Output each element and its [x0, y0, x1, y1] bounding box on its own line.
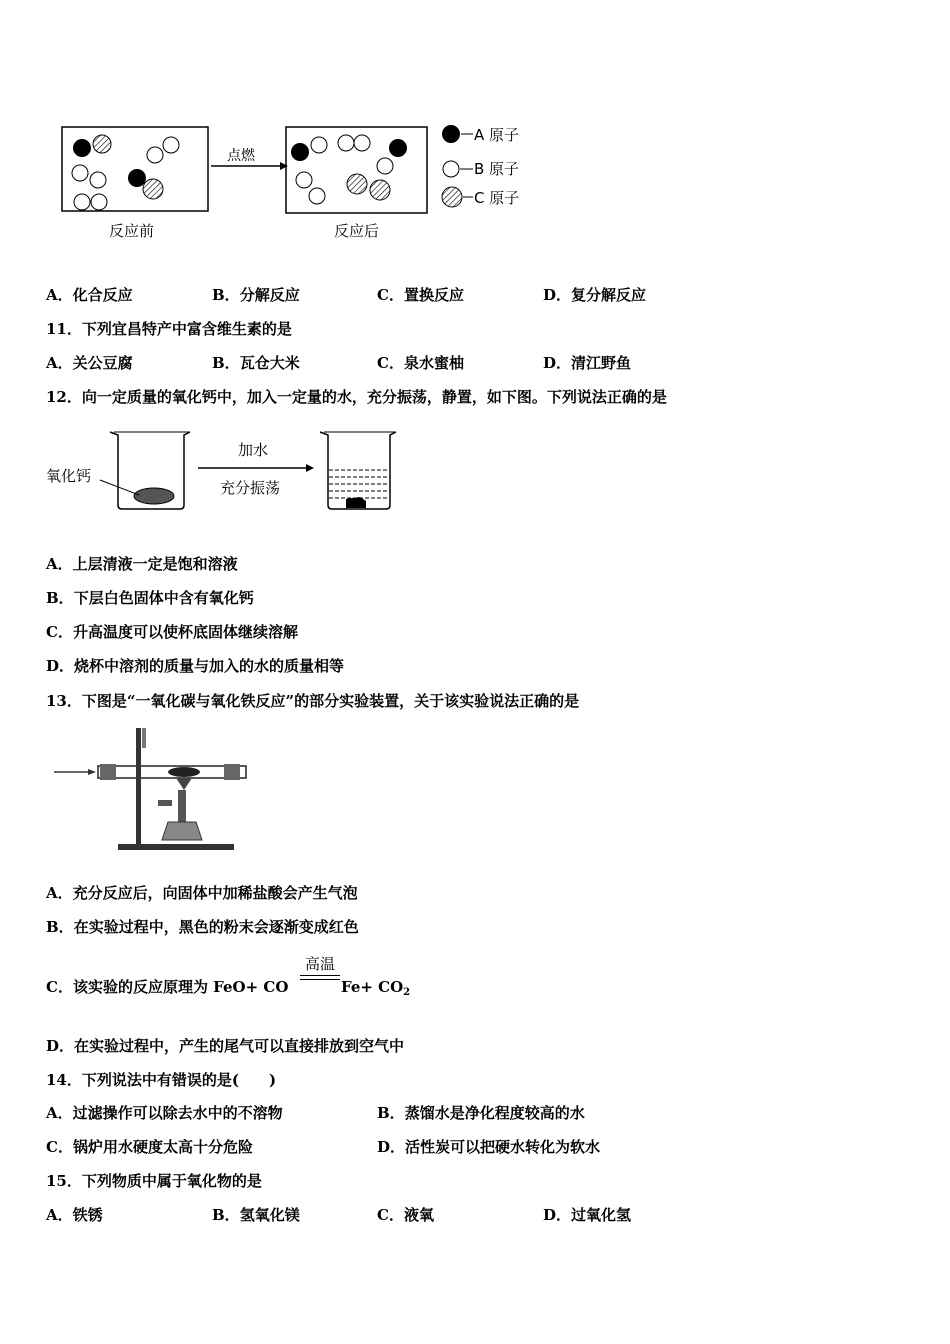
- q14-stem: 14．下列说法中有错误的是( ): [46, 1071, 277, 1089]
- q15-option-c[interactable]: C．液氧: [377, 1206, 434, 1224]
- q11-option-c[interactable]: C．泉水蜜柚: [377, 354, 464, 372]
- q12-option-b[interactable]: B．下层白色固体中含有氧化钙: [46, 589, 254, 607]
- q10-option-a[interactable]: A．化合反应: [46, 286, 133, 304]
- substance-label: 氧化钙: [46, 467, 92, 485]
- q14-option-c[interactable]: C．锅炉用水硬度太高十分危险: [46, 1138, 253, 1156]
- q14-option-d[interactable]: D．活性炭可以把硬水转化为软水: [377, 1138, 601, 1156]
- reaction-particle-diagram: [55, 118, 555, 248]
- q15-stem: 15．下列物质中属于氧化物的是: [46, 1172, 262, 1190]
- q13-option-b[interactable]: B．在实验过程中，黑色的粉末会逐渐变成红色: [46, 918, 359, 936]
- equation-product: $Fe+ CO_2$: [341, 978, 411, 998]
- reaction-condition: 高温: [304, 955, 335, 973]
- q10-option-d[interactable]: D．复分解反应: [543, 286, 647, 304]
- q13-option-d[interactable]: D．在实验过程中，产生的尾气可以直接排放到空气中: [46, 1037, 405, 1055]
- q10-option-c[interactable]: C．置换反应: [377, 286, 464, 304]
- q15-option-d[interactable]: D．过氧化氢: [543, 1206, 632, 1224]
- q13-stem: 13．下图是“一氧化碳与氧化铁反应”的部分实验装置，关于该实验说法正确的是: [46, 692, 580, 710]
- q14-option-a[interactable]: A．过滤操作可以除去水中的不溶物: [46, 1104, 283, 1122]
- q12-option-d[interactable]: D．烧杯中溶剂的质量与加入的水的质量相等: [46, 657, 345, 675]
- q11-option-a[interactable]: A．关公豆腐: [46, 354, 133, 372]
- before-label: 反应前: [109, 222, 155, 240]
- q14-option-b[interactable]: B．蒸馏水是净化程度较高的水: [377, 1104, 585, 1122]
- q11-option-d[interactable]: D．清江野鱼: [543, 354, 632, 372]
- legend-b: B 原子: [474, 160, 520, 178]
- arrow-label: 点燃: [227, 148, 255, 164]
- legend-a: A 原子: [474, 126, 520, 144]
- q12-stem: 12．向一定质量的氧化钙中，加入一定量的水，充分振荡，静置，如下图。下列说法正确的是: [46, 388, 667, 406]
- q13-option-a[interactable]: A．充分反应后，向固体中加稀盐酸会产生气泡: [46, 884, 358, 902]
- q12-option-c[interactable]: C．升高温度可以使杯底固体继续溶解: [46, 623, 298, 641]
- q12-option-a[interactable]: A．上层清液一定是饱和溶液: [46, 555, 238, 573]
- q13-option-c[interactable]: C．该实验的反应原理为 FeO+ CO: [46, 978, 289, 996]
- q15-option-a[interactable]: A．铁锈: [46, 1206, 103, 1224]
- co-fe2o3-apparatus: [52, 724, 252, 854]
- arrow-top-label: 加水: [238, 441, 269, 459]
- legend-c: C 原子: [474, 189, 520, 207]
- q15-option-b[interactable]: B．氢氧化镁: [212, 1206, 300, 1224]
- arrow-bottom-label: 充分振荡: [220, 479, 281, 497]
- q10-option-b[interactable]: B．分解反应: [212, 286, 300, 304]
- after-label: 反应后: [334, 222, 380, 240]
- equation-double-line: [300, 975, 340, 980]
- after-box: [286, 127, 427, 213]
- beaker-figure: [44, 425, 404, 517]
- q11-stem: 11．下列宜昌特产中富含维生素的是: [46, 320, 292, 338]
- q11-option-b[interactable]: B．瓦仓大米: [212, 354, 300, 372]
